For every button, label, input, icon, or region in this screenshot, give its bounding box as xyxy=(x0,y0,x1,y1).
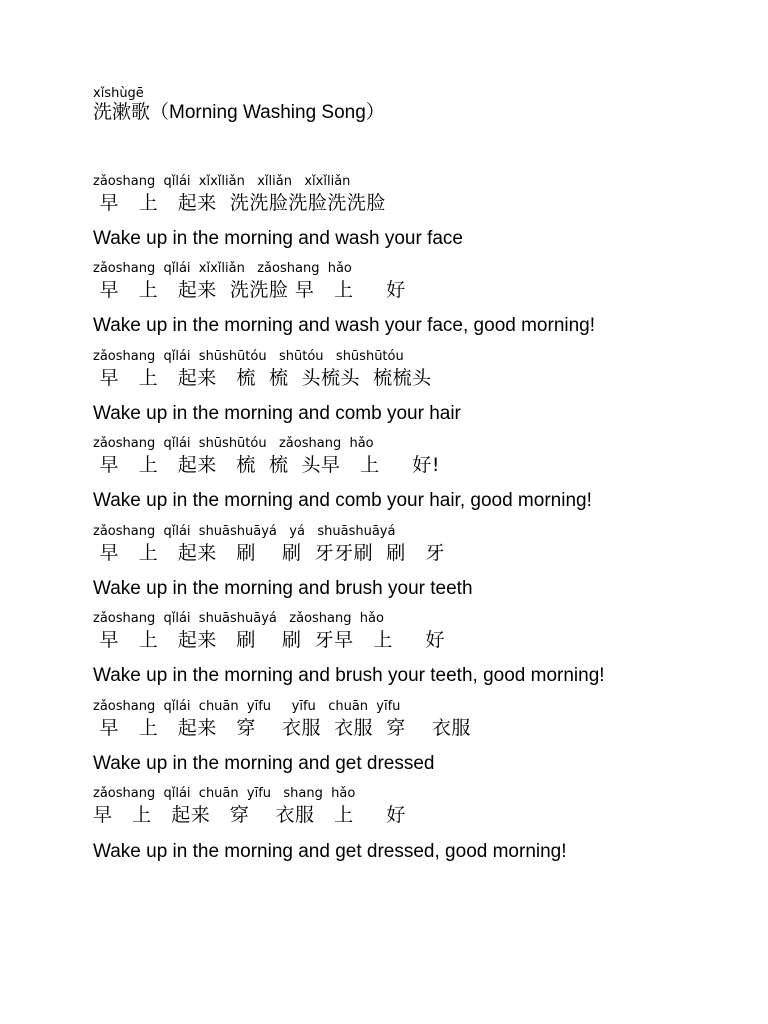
verse-1-pinyin: zǎoshang qǐlái xǐxǐliǎn xǐliǎn xǐxǐliǎn xyxy=(93,174,351,189)
verse-8-hanzi: 早 上 起来 穿 衣服 上 好 xyxy=(93,804,406,826)
verse-2-hanzi: 早 上 起来 洗洗脸 早 上 好 xyxy=(93,279,406,301)
title-hanzi: 洗漱歌 xyxy=(93,101,151,123)
verse-4-english: Wake up in the morning and comb your hair, good morning! xyxy=(93,490,592,511)
verse-7-hanzi: 早 上 起来 穿 衣服 衣服 穿 衣服 xyxy=(93,717,471,739)
verse-1-english: Wake up in the morning and wash your face xyxy=(93,228,463,249)
title-pinyin: xǐshùgē xyxy=(93,86,144,101)
verse-6-pinyin: zǎoshang qǐlái shuāshuāyá zǎoshang hǎo xyxy=(93,611,384,626)
verse-4-pinyin: zǎoshang qǐlái shūshūtóu zǎoshang hǎo xyxy=(93,436,374,451)
verse-4-hanzi: 早 上 起来 梳 梳 头早 上 好! xyxy=(93,454,440,476)
verse-5-pinyin: zǎoshang qǐlái shuāshuāyá yá shuāshuāyá xyxy=(93,524,396,539)
page-title xyxy=(93,100,385,125)
verse-8-english: Wake up in the morning and get dressed, good morning! xyxy=(93,841,567,862)
verse-7-pinyin: zǎoshang qǐlái chuān yīfu yīfu chuān yīfu xyxy=(93,699,401,714)
verse-3-hanzi: 早 上 起来 梳 梳 头梳头 梳梳头 xyxy=(93,367,432,389)
verse-3-english: Wake up in the morning and comb your hair xyxy=(93,403,461,424)
verse-1-hanzi: 早 上 起来 洗洗脸洗脸洗洗脸 xyxy=(93,192,386,214)
verse-6-english: Wake up in the morning and brush your teeth, good morning! xyxy=(93,665,605,686)
verse-8-pinyin: zǎoshang qǐlái chuān yīfu shang hǎo xyxy=(93,786,356,801)
verse-5-english: Wake up in the morning and brush your teeth xyxy=(93,578,473,599)
verse-3-pinyin: zǎoshang qǐlái shūshūtóu shūtóu shūshūtóu xyxy=(93,349,404,364)
verse-5-hanzi: 早 上 起来 刷 刷 牙牙刷 刷 牙 xyxy=(93,542,445,564)
verse-2-english: Wake up in the morning and wash your face, good morning! xyxy=(93,315,596,336)
verse-2-pinyin: zǎoshang qǐlái xǐxǐliǎn zǎoshang hǎo xyxy=(93,261,352,276)
verse-7-english: Wake up in the morning and get dressed xyxy=(93,753,435,774)
verse-6-hanzi: 早 上 起来 刷 刷 牙早 上 好 xyxy=(93,629,445,651)
title-english: （Morning Washing Song） xyxy=(150,102,385,123)
